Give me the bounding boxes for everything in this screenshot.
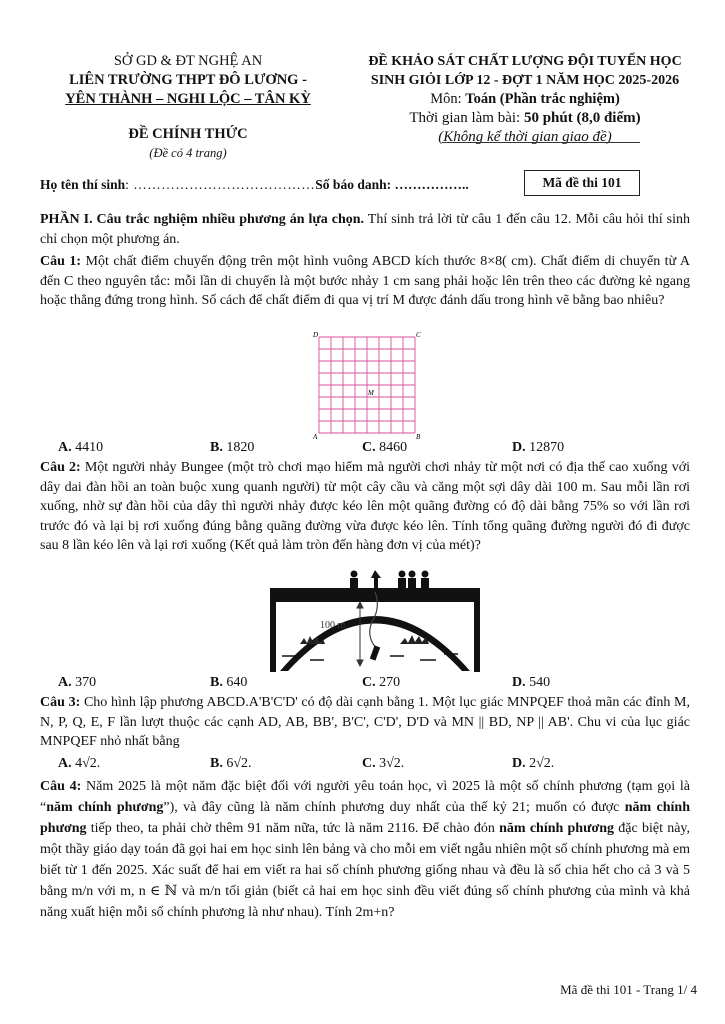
time-note: (Không kể thời gian giao đề)	[438, 129, 612, 145]
subject-label: Môn:	[430, 91, 466, 107]
option-value: 3√2.	[379, 756, 405, 771]
grid-label-a: A	[313, 433, 318, 440]
page-count: (Đề có 4 trang)	[149, 146, 227, 160]
q1-option-d[interactable]	[512, 440, 564, 456]
q2-bridge-figure	[270, 566, 480, 676]
header-right	[340, 52, 710, 147]
q3-option-b[interactable]	[210, 756, 252, 772]
option-key: C.	[362, 756, 376, 771]
option-key: B.	[210, 440, 223, 455]
department-name: SỞ GD & ĐT NGHỆ AN	[113, 53, 263, 69]
question-4-part-a: Năm 2025 là một năm đặc biệt đối với người yêu toán học, vì 2025 là một số chính phương (tạm gọi là “	[40, 779, 691, 815]
grid-label-m: M	[368, 389, 374, 397]
page-footer: Mã đề thi 101 - Trang 1/ 4	[560, 982, 697, 997]
option-key: D.	[512, 756, 526, 771]
q3-options	[58, 756, 698, 776]
option-value: 640	[226, 675, 248, 690]
candidate-id-label: Số báo danh:	[315, 177, 395, 192]
q3-option-a[interactable]	[58, 756, 100, 772]
option-value: 6√2.	[226, 756, 252, 771]
question-4-part-b: ”), và đây cũng là năm chính phương duy nhất của thế kỷ 21; muốn có được	[163, 800, 625, 815]
exam-title-1: ĐỀ KHẢO SÁT CHẤT LƯỢNG ĐỘI TUYỂN HỌC	[368, 54, 682, 69]
grid-label-c: C	[416, 331, 421, 339]
q1-option-b[interactable]	[210, 440, 254, 456]
question-2-text	[40, 458, 690, 556]
height-arrow	[357, 602, 363, 666]
option-value: 12870	[529, 440, 565, 455]
people-silhouettes	[350, 570, 429, 590]
option-key: D.	[512, 675, 526, 690]
question-4-part-d: đặc biệt này, một thầy giáo dạy toán đã gọi hai em học sinh lên bảng và cho mỗi em viết ngẫu nhiên một số chính phương mà em biết từ 1 đến 2025. Xác suất để hai em viết ra hai số chính phương giống nhau và đều là số chia hết cho cả 3 và 5 bằng m/n với m, n ∈ ℕ và m/n tối giản (biết cả hai em học sinh đều viết đúng số chính phương của mình và khả năng xuất hiện mỗi số chính phương là như nhau). Tính 2m+n?	[40, 821, 691, 920]
option-value: 1820	[226, 440, 255, 455]
part1-desc: Thí sinh trả lời từ câu 1 đến câu 12. Mỗi câu hỏi thí sinh chỉ chọn một phương án.	[40, 212, 690, 247]
grid-svg	[312, 330, 422, 440]
option-key: A.	[58, 675, 72, 690]
option-key: D.	[512, 440, 526, 455]
q3-option-c[interactable]	[362, 756, 404, 772]
candidate-info-row	[40, 177, 469, 193]
bridge-deck	[270, 588, 480, 602]
option-value: 4√2.	[75, 756, 101, 771]
q1-options	[58, 440, 698, 460]
question-3-label: Câu 3:	[40, 695, 81, 710]
subject-line	[340, 90, 710, 109]
time-value: 50 phút (8,0 điểm)	[523, 110, 641, 126]
candidate-id-dots: ……………..	[394, 177, 469, 192]
option-value: 8460	[379, 440, 408, 455]
school-line-2: YÊN THÀNH – NGHI LỘC – TÂN KỲ	[65, 91, 311, 107]
exam-code-box: Mã đề thi 101	[524, 170, 640, 196]
question-4-bold-2: năm chính phương	[40, 800, 690, 836]
header-left	[40, 52, 336, 163]
option-value: 540	[529, 675, 551, 690]
q2-option-c[interactable]	[362, 675, 400, 691]
rope-length-label: 100 m	[320, 620, 346, 631]
question-4-bold-3: năm chính phương	[499, 821, 615, 836]
q3-option-d[interactable]	[512, 756, 554, 772]
school-line-1: LIÊN TRƯỜNG THPT ĐÔ LƯƠNG -	[69, 72, 307, 88]
candidate-name-label: Họ tên thí sinh	[40, 177, 126, 192]
question-2-label: Câu 2:	[40, 460, 81, 475]
header-divider	[442, 142, 640, 143]
option-key: B.	[210, 675, 223, 690]
subject-name: Toán (Phần trắc nghiệm)	[465, 91, 620, 107]
question-1-text	[40, 252, 690, 311]
part1-title: PHẦN I. Câu trắc nghiệm nhiều phương án lựa chọn.	[40, 212, 365, 227]
option-key: C.	[362, 675, 376, 690]
question-4-bold-1: năm chính phương	[46, 800, 164, 815]
q1-grid-figure	[312, 330, 422, 440]
question-1-body: Một chất điểm chuyển động trên một hình vuông ABCD kích thước 8×8( cm). Chất điểm di chuyển từ A đến C theo nguyên tắc: mỗi lần di chuyển là một bước nhảy 1 cm sang phải hoặc lên trên theo các đường kẻ ngang hoặc thẳng đứng trong hình. Số cách để chất điểm đi qua vị trí M được đánh dấu trong hình vẽ bằng bao nhiêu?	[40, 254, 690, 308]
exam-title-2: SINH GIỎI LỚP 12 - ĐỢT 1 NĂM HỌC 2025-2026	[370, 73, 680, 88]
official-label: ĐỀ CHÍNH THỨC	[128, 126, 248, 142]
question-1-label: Câu 1:	[40, 254, 82, 269]
question-4-label: Câu 4:	[40, 779, 82, 794]
q2-option-a[interactable]	[58, 675, 96, 691]
option-key: C.	[362, 440, 376, 455]
q1-option-c[interactable]	[362, 440, 407, 456]
option-value: 2√2.	[529, 756, 555, 771]
option-key: A.	[58, 440, 72, 455]
option-value: 4410	[75, 440, 104, 455]
candidate-name-dots: : …………………………………	[125, 177, 316, 192]
question-4-part-c: tiếp theo, ta phải chờ thêm 91 năm nữa, tức là năm 2116. Để chào đón	[86, 821, 500, 836]
bridge-svg	[270, 566, 480, 676]
part1-heading	[40, 210, 690, 249]
time-label: Thời gian làm bài:	[409, 110, 524, 126]
question-3-body: Cho hình lập phương ABCD.A'B'C'D' có độ dài cạnh bằng 1. Một lục giác MNPQEF thoả mãn các đỉnh M, N, P, Q, E, F lần lượt thuộc các cạnh AD, AB, BB', B'C', C'D', D'D và MN || BD, NP || AB'. Chu vi của lục giác MNPQEF nhỏ nhất bằng	[40, 695, 690, 749]
grid-label-d: D	[313, 331, 319, 339]
grid-label-b: B	[416, 433, 421, 440]
option-key: B.	[210, 756, 223, 771]
option-value: 370	[75, 675, 97, 690]
option-value: 270	[379, 675, 401, 690]
option-key: A.	[58, 756, 72, 771]
question-2-body: Một người nhảy Bungee (một trò chơi mạo hiểm mà người chơi nhảy từ một nơi có địa thế cao xuống với dây dai đàn hồi an toàn buộc xung quanh người) từ một cây cầu và căng một sợi dây dài 100 m. Sau mỗi lần rơi xuống, nhờ sự đàn hồi của dây thì người nhảy được kéo lên một quãng đường có độ dài bằng 75% so với lần rơi trước đó và lại bị rơi xuống đúng bằng quãng đường vừa được kéo lên. Tính tổng quãng đường người đó đi được sau 8 lần kéo lên và lại rơi xuống (Kết quả làm tròn đến hàng đơn vị của mét)?	[40, 460, 690, 553]
q2-option-d[interactable]	[512, 675, 550, 691]
q1-option-a[interactable]	[58, 440, 103, 456]
question-3-text	[40, 693, 690, 752]
question-4-text	[40, 776, 690, 923]
q2-options	[58, 675, 698, 695]
q2-option-b[interactable]	[210, 675, 247, 691]
time-line	[340, 109, 710, 128]
